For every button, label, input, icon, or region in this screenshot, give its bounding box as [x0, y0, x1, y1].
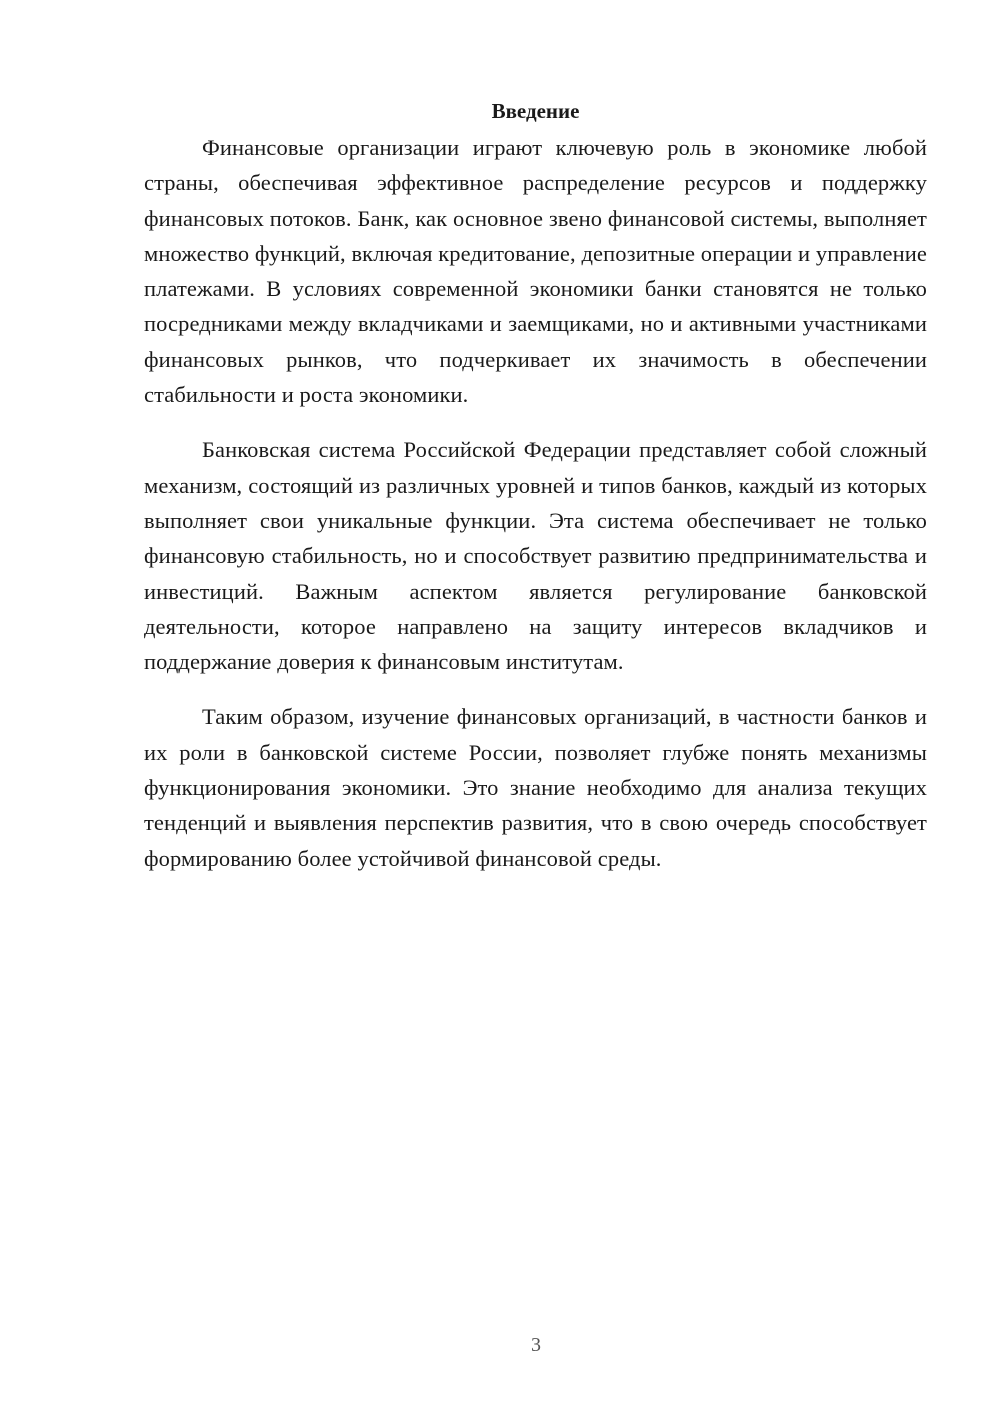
section-heading: Введение — [491, 99, 580, 123]
paragraph-3: Таким образом, изучение финансовых организаций, в частности банков и их роли в банковской системе России, позволяет глубже понять механизмы функционирования экономики. Это знание необходимо для анализа текущих тенденций и выявления перспектив развития, что в свою очередь способствует формированию более устойчивой финансовой среды. — [144, 704, 927, 871]
paragraph-1: Финансовые организации играют ключевую роль в экономике любой страны, обеспечивая эффективное распределение ресурсов и поддержку финансовых потоков. Банк, как основное звено финансовой системы, выполняет множество функций, включая кредитование, депозитные операции и управление платежами. В условиях современной экономики банки становятся не только посредниками между вкладчиками и заемщиками, но и активными участниками финансовых рынков, что подчеркивает их значимость в обеспечении стабильности и роста экономики. — [144, 135, 927, 408]
paragraph-2: Банковская система Российской Федерации представляет собой сложный механизм, состоящий из различных уровней и типов банков, каждый из которых выполняет свои уникальные функции. Эта система обеспечивает не только финансовую стабильность, но и способствует развитию предпринимательства и инвестиций. Важным аспектом является регулирование банковской деятельности, которое направлено на защиту интересов вкладчиков и поддержание доверия к финансовым институтам. — [144, 437, 927, 675]
page-number: 3 — [531, 1334, 541, 1356]
page-content — [144, 96, 927, 896]
